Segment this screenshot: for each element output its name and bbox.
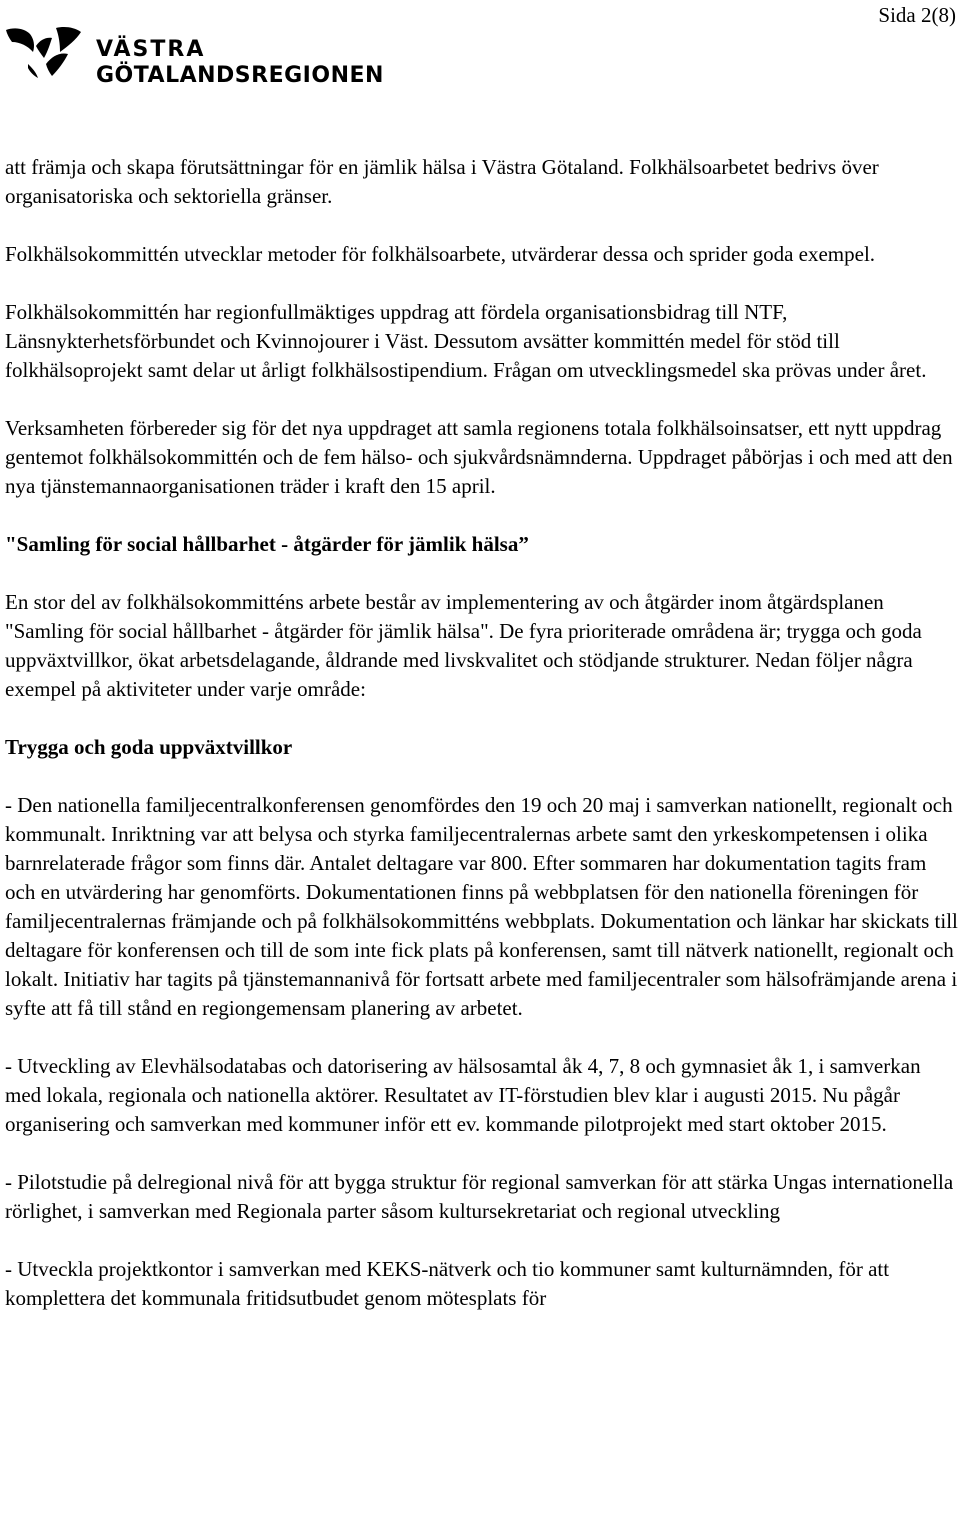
page-number: Sida 2(8) [878, 3, 956, 27]
paragraph-intro: att främja och skapa förutsättningar för en jämlik hälsa i Västra Götaland. Folkhälsoarbetet bedrivs över organisatoriska och sektoriella gränser. [5, 155, 879, 208]
heading-uppvaxtvillkor: Trygga och goda uppväxtvillkor [5, 735, 293, 759]
paragraph-projektkontor: - Utveckla projektkontor i samverkan med KEKS-nätverk och tio kommuner samt kulturnämnden, för att komplettera det kommunala fritidsutbudet genom mötesplats för [5, 1257, 890, 1310]
paragraph-methods: Folkhälsokommittén utvecklar metoder för folkhälsoarbete, utvärderar dessa och sprider goda exempel. [5, 242, 876, 266]
logo-text-line2: GÖTALANDSREGIONEN [96, 63, 384, 88]
logo-mark-icon [6, 27, 81, 78]
heading-samling: "Samling för social hållbarhet - åtgärder för jämlik hälsa” [5, 532, 529, 556]
logo-text-line1: VÄSTRA [96, 37, 206, 62]
paragraph-grants: Folkhälsokommittén har regionfullmäktiges uppdrag att fördela organisationsbidrag till NTF, Länsnykterhetsförbundet och Kvinnojourer i Väst. Dessutom avsätter kommittén medel för stöd till folkhälsoprojekt samt delar ut årligt folkhälsostipendium. Frågan om utvecklingsmedel ska prövas under året. [5, 300, 927, 382]
paragraph-action-plan: En stor del av folkhälsokommitténs arbete består av implementering av och åtgärder inom åtgärdsplanen "Samling för social hållbarhet - åtgärder för jämlik hälsa". De fyra prioriterade områdena är; trygga och goda uppväxtvillkor, ökat arbetsdelagande, åldrande med livskvalitet och stödjande strukturer. Nedan följer några exempel på aktiviteter under varje område: [5, 590, 922, 701]
paragraph-new-assignment: Verksamheten förbereder sig för det nya uppdraget att samla regionens totala folkhälsoinsatser, ett nytt uppdrag gentemot folkhälsokommittén och de fem hälso- och sjukvårdsnämnderna. Uppdraget påbörjas i och med att den nya tjänstemannaorganisationen träder i kraft den 15 april. [5, 416, 953, 498]
document-body [5, 153, 960, 1342]
paragraph-pilotstudie: - Pilotstudie på delregional nivå för att bygga struktur för regional samverkan för att stärka Ungas internationella rörlighet, i samverkan med Regionala parter såsom kultursekretariat och regional utveckling [5, 1170, 954, 1223]
region-logo [6, 24, 396, 104]
paragraph-familjecentral: - Den nationella familjecentralkonferensen genomfördes den 19 och 20 maj i samverkan nationellt, regionalt och kommunalt. Inriktning var att belysa och styrka familjecentralernas arbete samt den yrkeskompetensen i olika barnrelaterade frågor som finns där. Antalet deltagare var 800. Efter sommaren har dokumentation tagits fram och en utvärdering har genomförts. Dokumentationen finns på webbplatsen för den nationella föreningen för familjecentralernas främjande och på folkhälsokommitténs webbplats. Dokumentation och länkar har skickats till deltagare för konferensen och till de som inte fick plats på konferensen, samt till nätverk nationellt, regionalt och lokalt. Initiativ har tagits på tjänstemannanivå för fortsatt arbete med familjecentraler som hälsofrämjande arena i syfte att få till stånd en regiongemensam planering av arbetet. [5, 793, 958, 1020]
paragraph-elevhalsodatabas: - Utveckling av Elevhälsodatabas och datorisering av hälsosamtal åk 4, 7, 8 och gymnasiet åk 1, i samverkan med lokala, regionala och nationella aktörer. Resultatet av IT-förstudien blev klar i augusti 2015. Nu pågår organisering och samverkan med kommuner inför ett ev. kommande pilotprojekt med start oktober 2015. [5, 1054, 921, 1136]
